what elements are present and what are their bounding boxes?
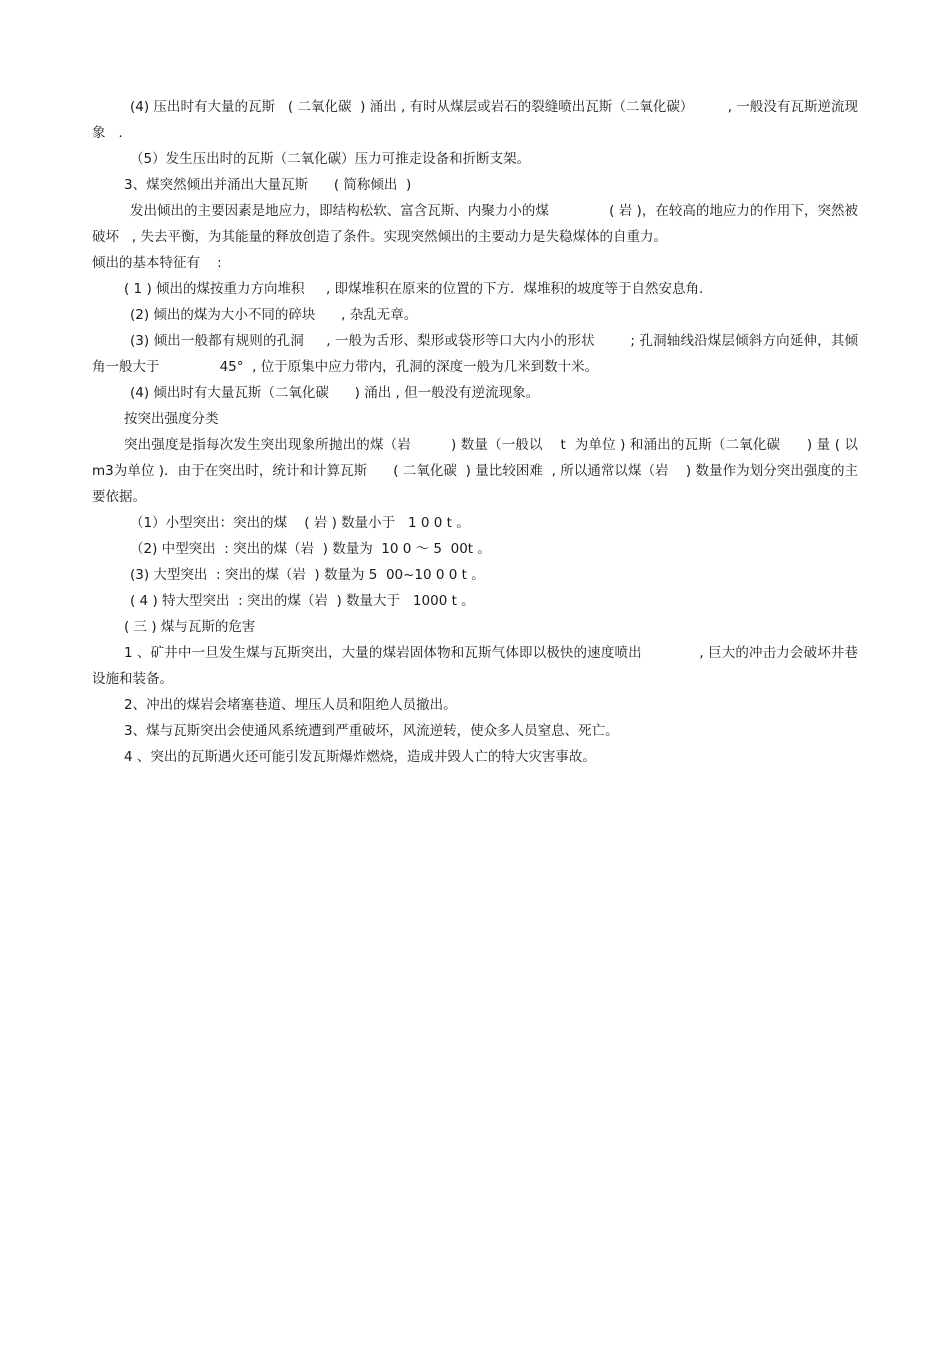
heading-hazards: ( 三 ) 煤与瓦斯的危害	[124, 619, 256, 635]
list-item-hazard-4: 4 、突出的瓦斯遇火还可能引发瓦斯爆炸燃烧，造成井毁人亡的特大灾害事故。	[124, 749, 596, 765]
paragraph-collapse-factors: 发出倾出的主要因素是地应力，即结构松软、富含瓦斯、内聚力小的煤 ( 岩 )，在较高的地应力的作用下，突然被破坏 , 失去平衡，为其能量的释放创造了条件。实现突然倾出的主要动力是失稳煤体的自重力。	[92, 203, 858, 245]
list-item-large-outburst: (3) 大型突出 : 突出的煤（岩 ) 数量为 5 00~10 0 0 t 。	[130, 567, 485, 583]
list-item-hazard-1: 1 、矿井中一旦发生煤与瓦斯突出，大量的煤岩固体物和瓦斯气体即以极快的速度喷出 , 巨大的冲击力会破坏井巷设施和装备。	[92, 645, 858, 687]
list-item-hazard-2: 2、冲出的煤岩会堵塞巷道、埋压人员和阻绝人员撤出。	[124, 697, 457, 713]
paragraph-intensity-definition: 突出强度是指每次发生突出现象所抛出的煤（岩 ) 数量（一般以 t 为单位 ) 和涌出的瓦斯（二氧化碳 ) 量 ( 以 m3为单位 )．由于在突出时，统计和计算瓦斯 ( 二氧化碳 ) 量比较困难 , 所以通常以煤（岩 ) 数量作为划分突出强度的主要依据。	[92, 437, 867, 505]
heading-collapse-features: 倾出的基本特征有 :	[92, 255, 222, 271]
list-item-feature-3: (3) 倾出一般都有规则的孔洞 , 一般为舌形、梨形或袋形等口大内小的形状 ; 孔洞轴线沿煤层倾斜方向延伸，其倾角一般大于 45° , 位于原集中应力带内，孔洞的深度一般为几米到数十米。	[92, 333, 858, 375]
list-item-extra-large-outburst: ( 4 ) 特大型突出 : 突出的煤（岩 ) 数量大于 1000 t 。	[130, 593, 475, 609]
list-item-medium-outburst: （2) 中型突出 : 突出的煤（岩 ) 数量为 10 0 ～ 5 00t 。	[130, 541, 491, 557]
list-item-feature-4: (4) 倾出时有大量瓦斯（二氧化碳 ) 涌出 , 但一般没有逆流现象。	[130, 385, 540, 401]
list-item-feature-2: (2) 倾出的煤为大小不同的碎块 , 杂乱无章。	[130, 307, 418, 323]
heading-intensity-classification: 按突出强度分类	[124, 411, 219, 427]
heading-sudden-collapse: 3、煤突然倾出并涌出大量瓦斯 ( 简称倾出 )	[124, 177, 412, 193]
list-item-feature-1: ( 1 ) 倾出的煤按重力方向堆积 , 即煤堆积在原来的位置的下方．煤堆积的坡度等于自然安息角.	[124, 281, 704, 297]
paragraph-outburst-pressure: （5）发生压出时的瓦斯（二氧化碳）压力可推走设备和折断支架。	[130, 151, 531, 167]
list-item-hazard-3: 3、煤与瓦斯突出会使通风系统遭到严重破坏，风流逆转，使众多人员窒息、死亡。	[124, 723, 619, 739]
list-item-small-outburst: （1）小型突出：突出的煤 ( 岩 ) 数量小于 1 0 0 t 。	[130, 515, 470, 531]
paragraph-outburst-gas-emission: (4) 压出时有大量的瓦斯 ( 二氧化碳 ) 涌出 , 有时从煤层或岩石的裂缝喷出瓦斯（二氧化碳） , 一般没有瓦斯逆流现象 .	[92, 99, 858, 141]
